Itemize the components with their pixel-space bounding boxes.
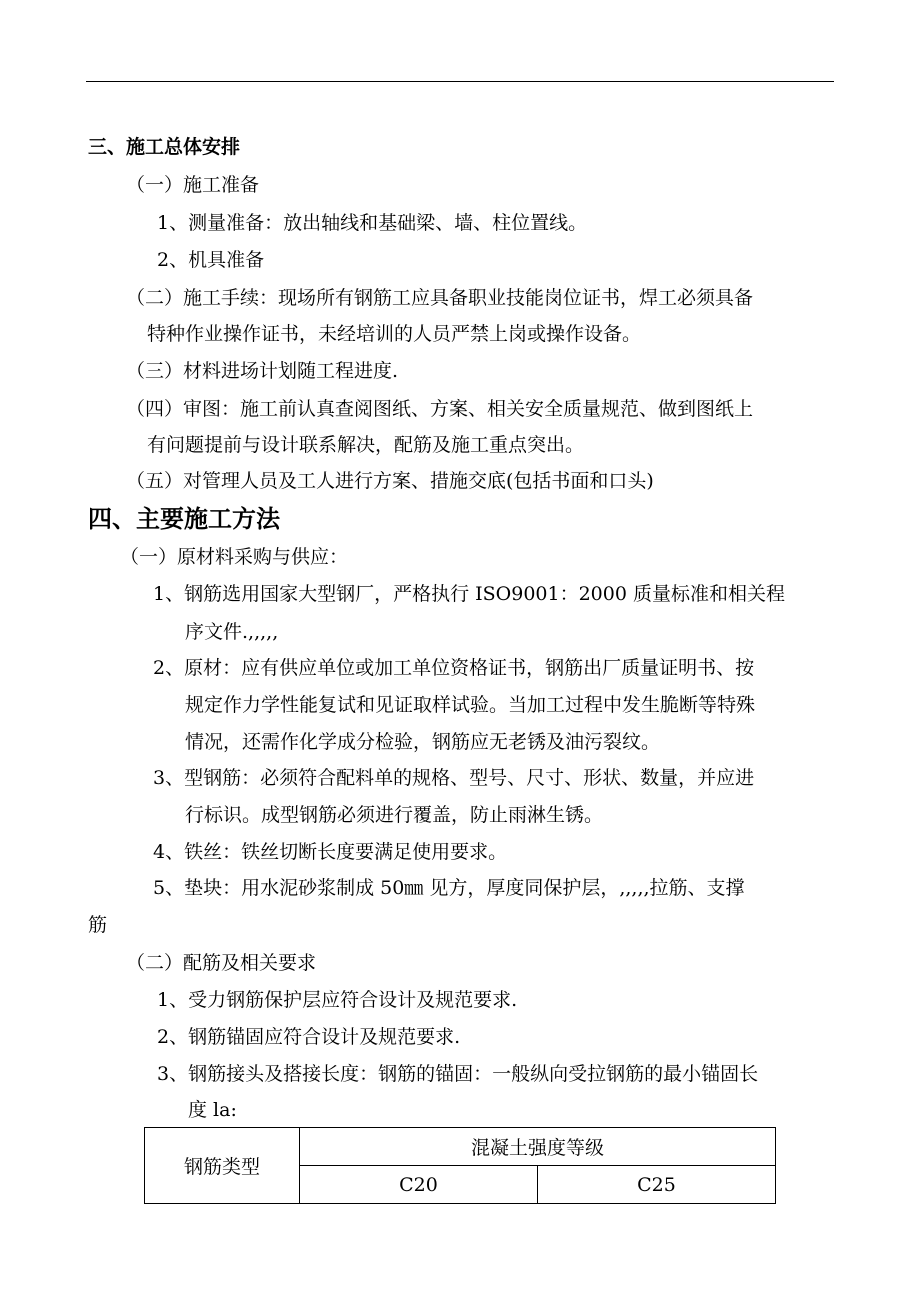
header-rule [86, 81, 834, 82]
sub1-line: 2、原材：应有供应单位或加工单位资格证书，钢筋出厂质量证明书、按 [153, 657, 755, 679]
prep-item-1: 1、测量准备：放出轴线和基础梁、墙、柱位置线。 [157, 212, 588, 234]
prep-item-2: 2、机具准备 [157, 249, 265, 271]
sub1-line: 1、钢筋选用国家大型钢厂，严格执行 ISO9001：2000 质量标准和相关程 [153, 583, 785, 605]
concrete-grade-header: 混凝土强度等级 [300, 1128, 776, 1166]
anchorage-table [144, 1127, 776, 1204]
sub2-line: 2、钢筋锚固应符合设计及规范要求. [157, 1026, 461, 1048]
sub1-title: （一）原材料采购与供应： [120, 546, 349, 568]
review-line-2: 有问题提前与设计联系解决，配筋及施工重点突出。 [147, 434, 585, 456]
sub1-line: 4、铁丝：铁丝切断长度要满足使用要求。 [153, 841, 508, 863]
grade-cell: C20 [300, 1166, 538, 1204]
sub1-line: 行标识。成型钢筋必须进行覆盖，防止雨淋生锈。 [185, 804, 604, 826]
rebar-type-header: 钢筋类型 [145, 1128, 300, 1204]
sub1-line: 序文件.,,,,, [185, 621, 279, 643]
grade-cell: C25 [537, 1166, 775, 1204]
procedures-line-2: 特种作业操作证书，未经培训的人员严禁上岗或操作设备。 [147, 323, 642, 345]
sub1-line: 3、型钢筋：必须符合配料单的规格、型号、尺寸、形状、数量，并应进 [153, 767, 755, 789]
sub2-title: （二）配筋及相关要求 [126, 952, 317, 974]
review-line-1: （四）审图：施工前认真查阅图纸、方案、相关安全质量规范、做到图纸上 [126, 398, 754, 420]
prep-title: （一）施工准备 [126, 174, 260, 196]
procedures-line-1: （二）施工手续：现场所有钢筋工应具备职业技能岗位证书，焊工必须具备 [126, 287, 754, 309]
sub1-line: 5、垫块：用水泥砂浆制成 50㎜ 见方，厚度同保护层，,,,,,拉筋、支撑 [153, 877, 745, 899]
sub1-line: 规定作力学性能复试和见证取样试验。当加工过程中发生脆断等特殊 [185, 694, 756, 716]
section-4-heading: 四、主要施工方法 [88, 504, 280, 533]
briefing: （五）对管理人员及工人进行方案、措施交底(包括书面和口头) [126, 470, 654, 492]
sub2-line: 度 la: [188, 1099, 237, 1121]
sub2-line: 1、受力钢筋保护层应符合设计及规范要求. [157, 989, 518, 1011]
sub1-line: 情况，还需作化学成分检验，钢筋应无老锈及油污裂纹。 [185, 731, 661, 753]
sub1-line: 筋 [88, 914, 108, 936]
sub2-line: 3、钢筋接头及搭接长度：钢筋的锚固：一般纵向受拉钢筋的最小锚固长 [157, 1063, 759, 1085]
section-3-heading: 三、施工总体安排 [88, 136, 241, 158]
material-plan: （三）材料进场计划随工程进度. [126, 360, 399, 382]
